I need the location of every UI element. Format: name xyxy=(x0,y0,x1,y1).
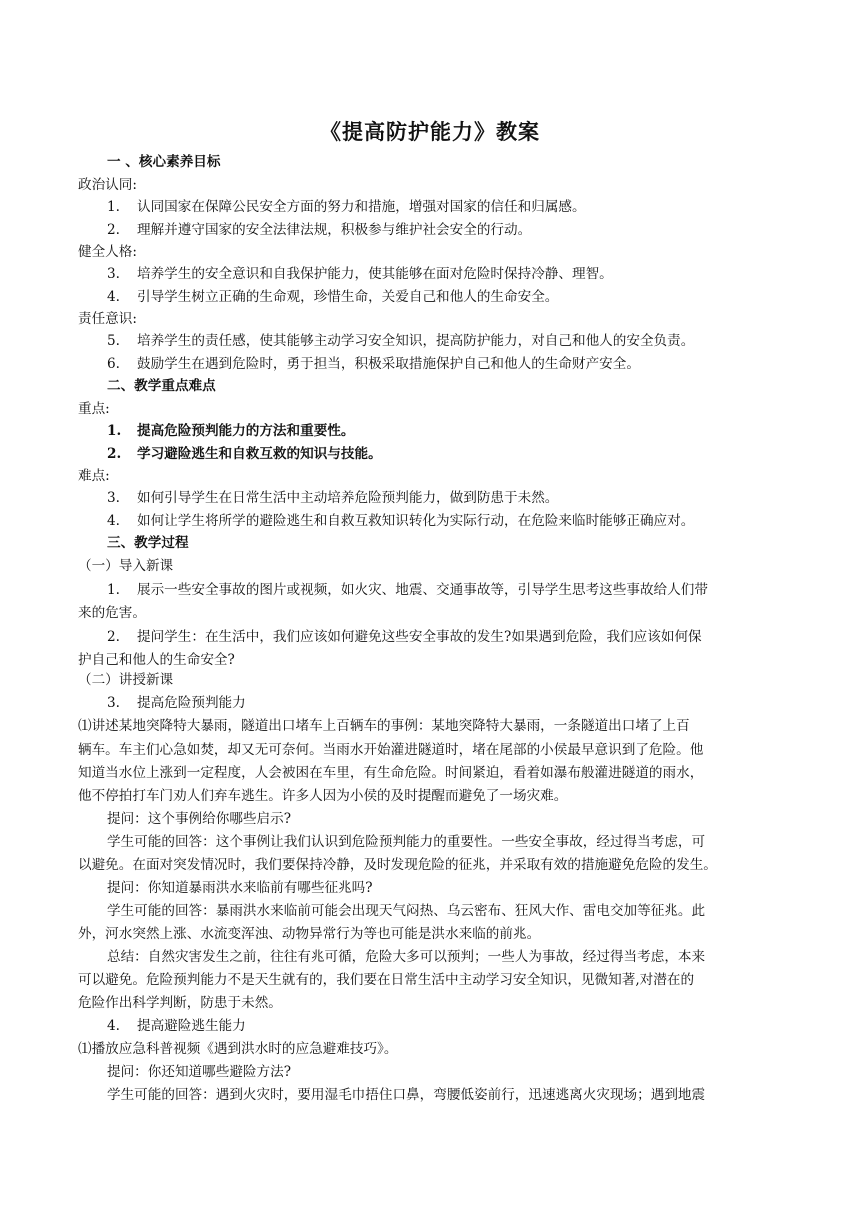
list-text: 学习避险逃生和自救互救的知识与技能。 xyxy=(137,446,382,462)
list-text: 培养学生的责任感，使其能够主动学习安全知识，提高防护能力，对自己和他人的安全负责。 xyxy=(137,333,695,349)
paragraph-line: 外，河水突然上涨、水流变浑浊、动物异常行为等也可能是洪水来临的前兆。 xyxy=(78,926,541,942)
list-item xyxy=(107,220,531,240)
document-title: 《提高防护能力》教案 xyxy=(320,119,540,144)
list-item xyxy=(107,693,246,713)
list-text: 提高危险预判能力 xyxy=(137,695,246,711)
subheading: 责任意识: xyxy=(78,311,137,327)
subheading: 政治认同: xyxy=(78,177,137,193)
paragraph-line: 辆车。车主们心急如焚，却又无可奈何。当雨水开始灌进隧道时，堵在尾部的小侯最早意识到了危险。他 xyxy=(78,742,704,758)
list-number: 3. xyxy=(107,266,120,282)
list-text: 提高避险逃生能力 xyxy=(137,1018,246,1034)
list-text: 认同国家在保障公民安全方面的努力和措施，增强对国家的信任和归属感。 xyxy=(137,199,586,215)
list-number: 1. xyxy=(107,582,120,598)
list-text: 理解并遵守国家的安全法律法规，积极参与维护社会安全的行动。 xyxy=(137,222,532,238)
list-item xyxy=(107,627,702,647)
list-number: 4. xyxy=(107,289,120,305)
list-item xyxy=(107,421,355,441)
section-heading: 一 、核心素养目标 xyxy=(107,154,221,170)
list-item xyxy=(107,287,558,307)
subheading: 健全人格: xyxy=(78,244,137,260)
paragraph-line: 学生可能的回答：暴雨洪水来临前可能会出现天气闷热、乌云密布、狂风大作、雷电交加等征兆。此 xyxy=(107,903,706,919)
paragraph-line: 学生可能的回答：遇到火灾时，要用湿毛巾捂住口鼻，弯腰低姿前行，迅速逃离火灾现场；遇到地震 xyxy=(107,1087,706,1103)
list-item xyxy=(107,331,694,351)
list-text: 鼓励学生在遇到危险时，勇于担当，积极采取措施保护自己和他人的生命财产安全。 xyxy=(137,356,640,372)
list-number: 1. xyxy=(107,199,120,215)
list-item xyxy=(107,197,586,217)
paragraph-line: ⑴讲述某地突降特大暴雨，隧道出口堵车上百辆车的事例：某地突降特大暴雨，一条隧道出口堵了上百 xyxy=(78,718,690,734)
list-item xyxy=(107,444,382,464)
paragraph-line: 学生可能的回答：这个事例让我们认识到危险预判能力的重要性。一些安全事故，经过得当考虑，可 xyxy=(107,834,706,850)
list-text: 如何让学生将所学的避险逃生和自救互救知识转化为实际行动，在危险来临时能够正确应对。 xyxy=(137,513,695,529)
list-number: 3. xyxy=(107,695,120,711)
list-item xyxy=(107,511,694,531)
subheading: （二）讲授新课 xyxy=(78,672,174,688)
question-line: 提问：你还知道哪些避险方法? xyxy=(107,1064,292,1080)
list-text: 引导学生树立正确的生命观，珍惜生命，关爱自己和他人的生命安全。 xyxy=(137,289,559,305)
list-text: 如何引导学生在日常生活中主动培养危险预判能力，做到防患于未然。 xyxy=(137,490,559,506)
subheading: 难点: xyxy=(78,468,110,484)
list-number: 5. xyxy=(107,333,120,349)
paragraph-line: 知道当水位上涨到一定程度，人会被困在车里，有生命危险。时间紧迫，看着如瀑布般灌进隧道的雨水， xyxy=(78,765,704,781)
list-number: 1. xyxy=(107,423,122,439)
question-line: 提问：这个事例给你哪些启示? xyxy=(107,811,292,827)
section-heading: 三、教学过程 xyxy=(107,535,189,551)
list-number: 2. xyxy=(107,629,120,645)
list-text: 提高危险预判能力的方法和重要性。 xyxy=(137,423,355,439)
list-text: 展示一些安全事故的图片或视频，如火灾、地震、交通事故等，引导学生思考这些事故给人们带 xyxy=(137,582,708,598)
paragraph-line: 总结：自然灾害发生之前，往往有兆可循，危险大多可以预判；一些人为事故，经过得当考虑，本来 xyxy=(107,949,706,965)
list-text: 提问学生：在生活中，我们应该如何避免这些安全事故的发生?如果遇到危险，我们应该如何保 xyxy=(137,629,702,645)
list-number: 4. xyxy=(107,1018,120,1034)
paragraph-line: 可以避免。危险预判能力不是天生就有的，我们要在日常生活中主动学习安全知识，见微知著,对潜在的 xyxy=(78,972,695,988)
list-number: 2. xyxy=(107,446,122,462)
list-text: 培养学生的安全意识和自我保护能力，使其能够在面对危险时保持冷静、理智。 xyxy=(137,266,613,282)
paragraph-line: 护自己和他人的生命安全? xyxy=(78,652,235,668)
subheading: 重点: xyxy=(78,401,110,417)
paragraph-line: ⑴播放应急科普视频《遇到洪水时的应急避难技巧》。 xyxy=(78,1041,398,1057)
paragraph-line: 危险作出科学判断，防患于未然。 xyxy=(78,995,282,1011)
list-number: 6. xyxy=(107,356,120,372)
section-heading: 二、教学重点难点 xyxy=(107,378,216,394)
paragraph-line: 来的危害。 xyxy=(78,605,146,621)
list-number: 2. xyxy=(107,222,120,238)
list-item xyxy=(107,1016,246,1036)
list-item xyxy=(107,354,640,374)
list-number: 4. xyxy=(107,513,120,529)
subheading: （一）导入新课 xyxy=(78,558,174,574)
paragraph-line: 他不停拍打车门劝人们弃车逃生。许多人因为小侯的及时提醒而避免了一场灾难。 xyxy=(78,788,568,804)
list-number: 3. xyxy=(107,490,120,506)
list-item xyxy=(107,264,613,284)
paragraph-line: 以避免。在面对突发情况时，我们要保持冷静，及时发现危险的征兆，并采取有效的措施避免危险的发生。 xyxy=(78,857,717,873)
list-item xyxy=(107,488,558,508)
question-line: 提问：你知道暴雨洪水来临前有哪些征兆吗? xyxy=(107,880,373,896)
list-item xyxy=(107,580,708,600)
